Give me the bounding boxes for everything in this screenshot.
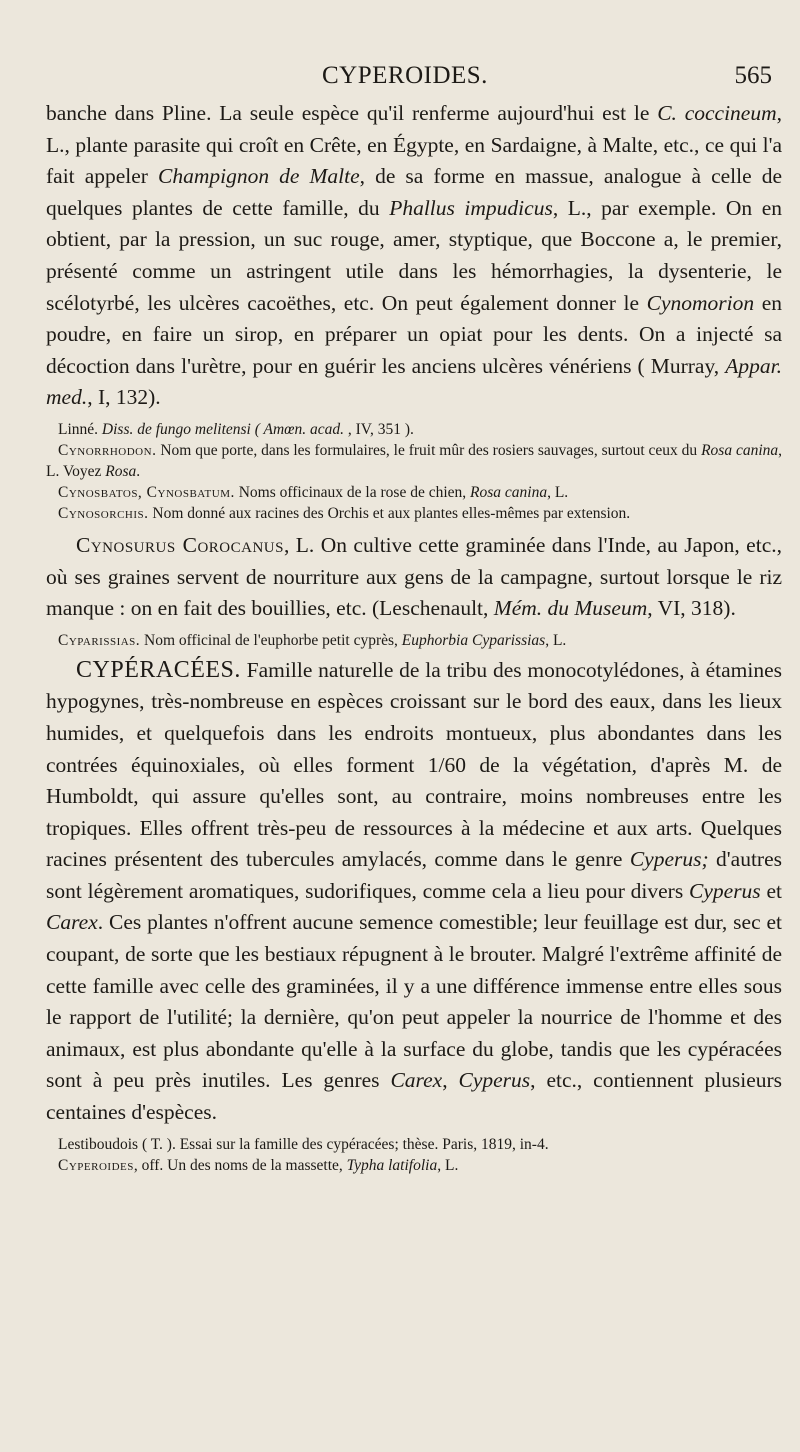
taxon-name: Phallus impudicus (389, 195, 553, 220)
text: , L., par exemple. On en obtient, par la pression, un suc rouge, amer, styptique, que Boccone a, le premier, présenté comme un astringent utile dans les hémorrhagies, la dysenterie, le scélotyrbé, les ulcères cacoëthes, etc. On peut également donner le (46, 195, 782, 315)
text: Nom officinal de l'euphorbe petit cyprès, (140, 631, 402, 649)
text: en poudre, en faire un sirop, en préparer un opiat pour les dents. On a injecté sa décoction dans l'urètre, pour en guérir les anciens ulcères vénériens ( Murray, (46, 290, 783, 378)
page-number: 565 (734, 62, 772, 89)
text: , L. On cultive cette graminée dans l'Inde, au Japon, etc., où ses graines servent de nourriture aux gens de la campagne, surtout lorsque le riz manque : on en fait des bouillies, etc. (Leschenault, (46, 532, 782, 621)
taxon-name: Cynomorion (646, 290, 755, 315)
text: Lestiboudois ( T. ). Essai sur la famille des cypéracées; thèse. Paris, 1819, in-4. (58, 1135, 549, 1153)
taxon-name: Euphorbia Cyparissias (401, 631, 546, 649)
paragraph-cynosurus (46, 530, 782, 625)
text: . Ces plantes n'offrent aucune semence comestible; leur feuillage est dur, sec et coupant, de sorte que les bestiaux répugnent à le brouter. Malgré l'extrême affinité de cette famille avec celle des graminées, il y a une différence immense entre elles sous le rapport de l'utilité; la dernière, qu'on peut appeler la nourrice de l'homme et des animaux, est plus abondante qu'elle à la surface du globe, tandis que les cypéracées sont à peu près inutiles. Les genres (46, 910, 782, 1093)
entry-cyparissias (46, 630, 782, 651)
paragraph-cyperacees (46, 655, 782, 1129)
taxon-name: Rosa canina (701, 441, 779, 459)
taxon-name: Typha latifolia (346, 1156, 438, 1174)
taxon-name: Cyperus (689, 878, 761, 903)
text: Nom que porte, dans les formulaires, le fruit mûr des rosiers sauvages, surtout ceux du (156, 441, 702, 459)
taxon-name: Cyperus; (629, 847, 709, 872)
text: , VI, 318). (647, 596, 736, 621)
entry-cyperoides (46, 1155, 782, 1176)
entry-headword: Cynosurus Corocanus (76, 532, 284, 557)
page-header (0, 62, 800, 96)
text: Nom donné aux racines des Orchis et aux plantes elles-mêmes par extension. (148, 504, 631, 522)
common-name: Champignon de Malte (158, 164, 360, 189)
text: d'autres sont légèrement aromatiques, sudorifiques, comme cela a lieu pour divers (46, 847, 782, 903)
entry-headword: Cyparissias. (58, 631, 141, 649)
text: . (136, 462, 141, 480)
entry-headword: CYPÉRACÉES. (76, 656, 241, 683)
text: , L. (437, 1156, 459, 1174)
taxon-name: Rosa canina (470, 483, 548, 501)
text: , (442, 1068, 459, 1093)
entry-headword: Cynorrhodon. (58, 441, 157, 459)
entry-cynorrhodon (46, 440, 782, 482)
text: , L., plante parasite qui croît en Crête, en Égypte, en Sardaigne, à Malte, etc., ce qui l'a fait appeler (46, 101, 783, 189)
page-body (46, 98, 782, 1176)
citation-title: Diss. de fungo melitensi ( Amœn. acad. (101, 420, 345, 438)
text: Noms officinaux de la rose de chien, (234, 483, 471, 501)
text: , L. (545, 631, 567, 649)
text: , L. (547, 483, 569, 501)
text: , off. Un des noms de la massette, (133, 1156, 347, 1174)
paragraph-cynomorion (46, 98, 782, 414)
taxon-name: Carex (46, 910, 98, 935)
citation-title: Mém. du Museum (493, 596, 648, 621)
running-title: CYPEROIDES. (322, 62, 488, 89)
text: , IV, 351 ). (344, 420, 414, 438)
text: , I, 132). (87, 385, 161, 410)
text: Famille naturelle de la tribu des monocotylédones, à étamines hypogynes, très-nombreuse en espèces croissant sur le bord des eaux, dans les lieux humides, et quelquefois dans les endroits montueux, plus abondantes dans les contrées équinoxiales, où elles forment 1/60 de la végétation, d'après M. de Humboldt, qui assure qu'elles sont, au contraire, moins nombreuses entre les tropiques. Elles offrent très-peu de ressources à la médecine et aux arts. Quelques racines présentent des tubercules amylacés, comme dans le genre (46, 657, 782, 872)
text: Linné. (58, 420, 102, 438)
text: banche dans Pline. La seule espèce qu'il renferme aujourd'hui est le (46, 101, 658, 125)
citation-title: Appar. med. (46, 353, 782, 410)
entry-cynosorchis (46, 503, 782, 524)
entry-headword: Cynosorchis. (58, 504, 149, 522)
reference-linne (46, 419, 782, 440)
taxon-name: C. coccineum (657, 101, 777, 125)
text: , de sa forme en massue, analogue à celle de quelques plantes de cette famille, du (46, 164, 782, 220)
reference-lestiboudois (46, 1134, 782, 1155)
text: et (760, 878, 782, 903)
cross-reference: Rosa (105, 462, 137, 480)
entry-headword: Cynosbatos, Cynosbatum. (58, 483, 235, 501)
entry-headword: Cyperoides (58, 1156, 134, 1174)
entry-cynosbatos (46, 482, 782, 503)
text: , L. Voyez (46, 441, 783, 480)
taxon-name: Cyperus (458, 1068, 531, 1093)
taxon-name: Carex (390, 1068, 443, 1093)
text: , etc., contiennent plusieurs centaines d'espèces. (46, 1068, 783, 1125)
